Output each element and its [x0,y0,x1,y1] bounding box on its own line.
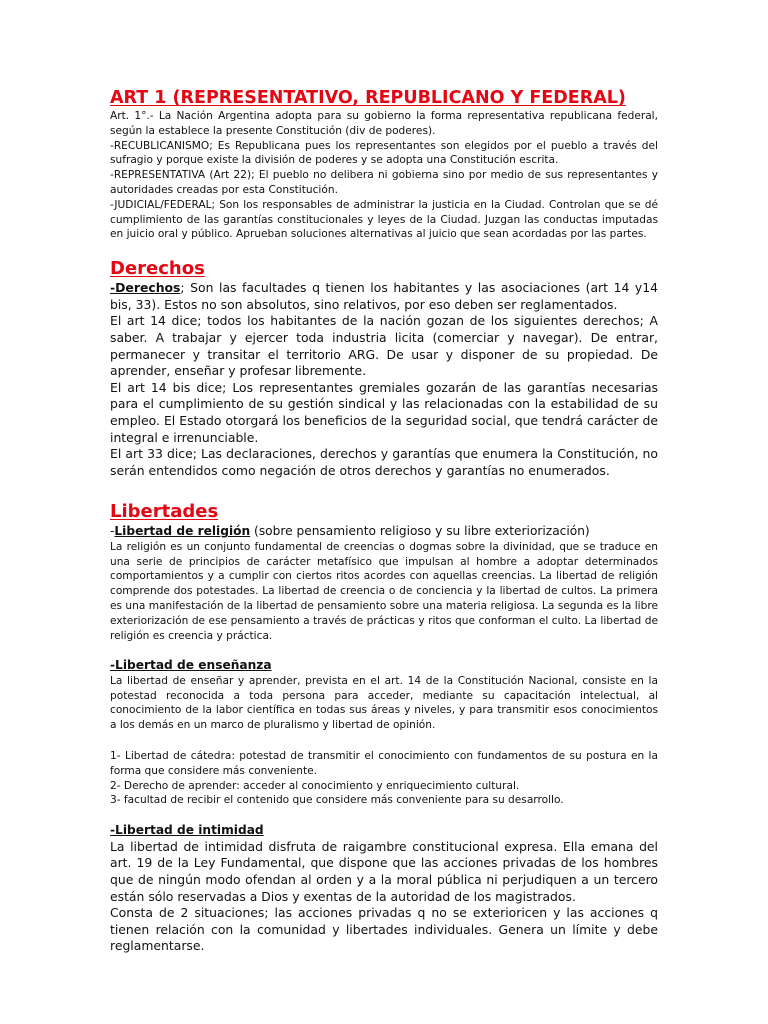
ensenanza-item-3: 3- facultad de recibir el contenido que considere más conveniente para su desarrollo. [110,794,564,807]
religion-paragraph: La religión es un conjunto fundamental de creencias o dogmas sobre la divinidad, que se traduce en una serie de principios de carácter metafísico que impulsan al hombre a adoptar determinados comportamientos y a cumplir con ciertos ritos acordes con aquellas creencias. La libertad de religión comprende dos potestades. La libertad de creencia o de conciencia y la libertad de cultos. La primera es una manifestación de la libertad de pensamiento sobre una materia religiosa. La segunda es la libre exteriorización de ese pensamiento a través de prácticas y ritos que conforman el culto. La libertad de religión es creencia y práctica. [110,540,658,642]
derechos-definition [110,280,658,313]
ensenanza-item-1: 1- Libertad de cátedra: potestad de transmitir el conocimiento con fundamentos de su postura en la forma que considere más conveniente. [110,750,658,777]
art33-paragraph: El art 33 dice; Las declaraciones, derechos y garantías que enumera la Constitución, no serán entendidos como negación de otros derechos y garantías no enumerados. [110,446,658,478]
art1-paragraph: Art. 1°.- La Nación Argentina adopta para su gobierno la forma representativa republicana federal, según la establece la presente Constitución (div de poderes). [110,110,658,137]
ensenanza-paragraph: La libertad de enseñar y aprender, prevista en el art. 14 de la Constitución Nacional, consiste en la potestad reconocida a toda persona para acceder, mediante su capacitación intelectual, al conocimiento de la labor científica en todas sus áreas y niveles, y para transmitir esos conocimientos a los demás en un marco de pluralismo y libertad de opinión. [110,674,658,732]
art1-heading: ART 1 (REPRESENTATIVO, REPUBLICANO Y FEDERAL) [110,88,626,108]
libertades-heading: Libertades [110,501,219,523]
derechos-definition-text: ; Son las facultades q tienen los habitantes y las asociaciones (art 14 y14 bis, 33). Estos no son absolutos, sino relativos, por eso deben ser reglamentados. [110,280,658,312]
intimidad-situaciones-paragraph: Consta de 2 situaciones; las acciones privadas q no se exterioricen y las acciones q tienen relación con la comunidad y libertades individuales. Genera un límite y debe reglamentarse. [110,905,658,954]
ensenanza-item-2: 2- Derecho de aprender: acceder al conocimiento y enriquecimiento cultural. [110,779,520,792]
ensenanza-subheading: -Libertad de enseñanza [110,658,272,673]
derechos-heading: Derechos [110,258,205,280]
intimidad-subheading: -Libertad de intimidad [110,823,264,838]
religion-subheading [110,523,658,540]
document-page [110,88,658,955]
art14-paragraph: El art 14 dice; todos los habitantes de la nación gozan de los siguientes derechos; A saber. A trabajar y ejercer toda industria licita (comerciar y navegar). De entrar, permanecer y transitar el territorio ARG. De usar y disponer de su propiedad. De aprender, enseñar y profesar libremente. [110,313,658,379]
judicial-federal-paragraph: -JUDICIAL/FEDERAL; Son los responsables de administrar la justicia en la Ciudad. Controlan que se dé cumplimiento de las garantías constitucionales y leyes de la Ciudad. Juzgan las conductas imputadas en juicio oral y público. Aprueban soluciones alternativas al juicio que sean acordadas por las partes. [110,198,658,241]
representativa-paragraph: -REPRESENTATIVA (Art 22); El pueblo no delibera ni gobierna sino por medio de sus representantes y autoridades creadas por esta Constitución. [110,169,658,196]
intimidad-paragraph: La libertad de intimidad disfruta de raigambre constitucional expresa. Ella emana del art. 19 de la Ley Fundamental, que dispone que las acciones privadas de los hombres que de ningún modo ofendan al orden y a la moral pública ni perjudiquen a un tercero están sólo reservadas a Dios y exentas de la autoridad de los magistrados. [110,838,658,904]
republicanismo-paragraph: -RECUBLICANISMO; Es Republicana pues los representantes son elegidos por el pueblo a través del sufragio y porque existe la división de poderes y se adopta una Constitución escrita. [110,139,658,167]
derechos-label: -Derechos [110,280,181,296]
religion-suffix: (sobre pensamiento religioso y su libre exteriorización) [250,524,590,539]
religion-label: Libertad de religión [114,524,251,539]
art14bis-paragraph: El art 14 bis dice; Los representantes gremiales gozarán de las garantías necesarias para el cumplimiento de su gestión sindical y las relacionadas con la estabilidad de su empleo. El Estado otorgará los beneficios de la seguridad social, que tendrá carácter de integral e irrenunciable. [110,379,658,445]
religion-dash: - [110,524,115,539]
